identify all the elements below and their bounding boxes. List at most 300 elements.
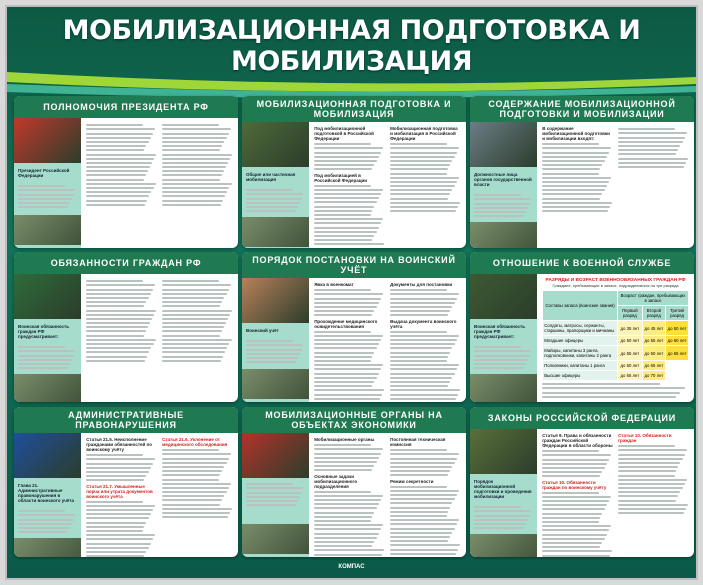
sidebar-heading: Глава 21. Административные правонарушения в области воинского учёта xyxy=(18,483,75,503)
text-line xyxy=(390,185,455,187)
panel-sidebar xyxy=(14,433,81,557)
panel-sidebar xyxy=(14,118,81,248)
text-line xyxy=(390,302,455,304)
text-line xyxy=(542,160,604,162)
panel-title: ПОРЯДОК ПОСТАНОВКИ НА ВОИНСКИЙ УЧЁТ xyxy=(242,252,466,278)
text-line xyxy=(86,513,151,515)
sidebar-text xyxy=(14,344,81,371)
text-line xyxy=(618,491,680,493)
text-line xyxy=(390,507,450,509)
text-line xyxy=(542,147,611,149)
text-line xyxy=(390,536,450,538)
text-line xyxy=(162,318,228,320)
text-line xyxy=(390,306,452,308)
column xyxy=(86,122,157,208)
text-line xyxy=(18,355,74,357)
table-cell-age: до 60 лет xyxy=(618,361,643,371)
text-line xyxy=(18,202,70,204)
text-line xyxy=(162,174,222,176)
text-line xyxy=(474,346,521,348)
table-cell-age: до 70 лет xyxy=(642,371,665,381)
section-heading: Прохождение медицинского освидетельствования xyxy=(314,318,378,329)
column xyxy=(162,122,233,208)
panel-content xyxy=(537,429,694,557)
text-line xyxy=(18,510,65,512)
table-cell-rank: Полковники, капитаны 1 ранга xyxy=(543,361,618,371)
text-line xyxy=(86,517,148,519)
text-line xyxy=(162,516,228,518)
text-line xyxy=(390,458,457,460)
text-line xyxy=(390,462,455,464)
text-line xyxy=(314,210,372,212)
text-line xyxy=(86,534,155,536)
text-line xyxy=(86,289,153,291)
text-line xyxy=(18,359,72,361)
panel-title: АДМИНИСТРАТИВНЫЕ ПРАВОНАРУШЕНИЯ xyxy=(14,407,238,433)
text-line xyxy=(542,392,680,394)
text-line xyxy=(314,516,372,518)
content-columns xyxy=(86,278,233,364)
text-line xyxy=(162,495,224,497)
text-line xyxy=(542,538,604,540)
poster-title: МОБИЛИЗАЦИОННАЯ ПОДГОТОВКА И МОБИЛИЗАЦИЯ xyxy=(62,15,641,77)
text-line xyxy=(314,352,374,354)
text-line xyxy=(390,381,450,383)
panel-6 xyxy=(470,252,694,402)
text-line xyxy=(162,183,231,185)
text-line xyxy=(474,211,526,213)
text-line xyxy=(162,314,230,316)
text-line xyxy=(618,508,686,510)
text-line xyxy=(246,353,300,355)
text-line xyxy=(314,499,381,501)
text-line xyxy=(86,305,144,307)
text-line xyxy=(162,195,225,197)
text-line xyxy=(390,298,457,300)
text-line xyxy=(542,525,611,527)
text-line xyxy=(162,449,219,451)
panel-sidebar xyxy=(470,274,537,402)
text-line xyxy=(390,453,459,455)
text-line xyxy=(18,523,72,525)
text-line xyxy=(542,193,602,195)
content-columns xyxy=(314,437,461,557)
text-line xyxy=(162,462,227,464)
section-heading: Документы для постановки xyxy=(390,282,453,287)
photo-image xyxy=(14,215,81,245)
panel-title: МОБИЛИЗАЦИОННАЯ ПОДГОТОВКА И МОБИЛИЗАЦИЯ xyxy=(242,96,466,122)
column xyxy=(542,126,613,214)
text-line xyxy=(86,170,148,172)
text-line xyxy=(86,158,154,160)
text-line xyxy=(314,156,379,158)
text-line xyxy=(162,305,220,307)
text-line xyxy=(162,339,231,341)
text-line xyxy=(390,368,457,370)
section-heading: В содержание мобилизационной подготовки и мобилизации входят: xyxy=(542,126,610,141)
text-line xyxy=(390,523,457,525)
panel-body xyxy=(14,433,238,557)
text-line xyxy=(162,508,232,510)
table-cell-age: до 55 лет xyxy=(618,346,643,361)
text-line xyxy=(86,137,151,139)
text-line xyxy=(86,149,144,151)
text-line xyxy=(314,457,379,459)
text-line xyxy=(314,373,379,375)
text-line xyxy=(618,158,688,160)
text-line xyxy=(314,394,382,396)
text-line xyxy=(542,467,604,469)
photo-image xyxy=(470,222,537,248)
text-line xyxy=(390,152,457,154)
text-line xyxy=(314,453,381,455)
column xyxy=(390,126,461,248)
text-line xyxy=(314,356,372,358)
text-line xyxy=(314,347,376,349)
panel-content xyxy=(309,122,466,248)
table-cell-rank: Младшие офицеры xyxy=(543,336,618,346)
photo-image xyxy=(14,538,81,557)
text-line xyxy=(618,162,686,164)
sidebar-text xyxy=(14,183,81,210)
text-line xyxy=(86,145,146,147)
text-line xyxy=(86,200,147,202)
text-line xyxy=(390,466,452,468)
sidebar-text xyxy=(470,192,537,219)
text-line xyxy=(542,463,607,465)
text-line xyxy=(314,197,379,199)
text-line xyxy=(314,368,381,370)
sidebar-heading: Порядок мобилизационной подготовки и проведения мобилизации xyxy=(474,479,532,499)
photo-image xyxy=(242,217,309,247)
content-columns xyxy=(86,122,233,208)
column-header-grade: Третий разряд xyxy=(666,306,689,321)
brand-logo: КОМПАС xyxy=(338,564,365,570)
column xyxy=(618,126,689,214)
text-line xyxy=(618,458,683,460)
text-line xyxy=(474,359,528,361)
text-line xyxy=(390,364,459,366)
text-line xyxy=(86,471,148,473)
text-line xyxy=(390,394,458,396)
text-line xyxy=(86,183,155,185)
panel-title: ОБЯЗАННОСТИ ГРАЖДАН РФ xyxy=(14,252,238,274)
text-line xyxy=(618,445,675,447)
section-heading: Статья 10. Обязанности граждан по воинскому учёту xyxy=(542,479,607,490)
text-line xyxy=(542,492,599,494)
text-line xyxy=(314,293,383,295)
text-line xyxy=(542,454,611,456)
photo-image xyxy=(14,274,81,319)
text-line xyxy=(86,509,153,511)
text-line xyxy=(18,350,75,352)
table-row xyxy=(543,346,689,361)
text-line xyxy=(162,170,224,172)
text-line xyxy=(246,504,296,506)
text-line xyxy=(390,494,457,496)
text-line xyxy=(390,449,447,451)
text-line xyxy=(246,198,302,200)
text-line xyxy=(542,181,609,183)
text-line xyxy=(18,198,72,200)
text-line xyxy=(162,487,229,489)
panel-sidebar xyxy=(242,122,309,248)
text-line xyxy=(162,512,230,514)
table-cell-age: до 50 лет xyxy=(618,336,643,346)
text-line xyxy=(314,206,374,208)
text-line xyxy=(162,191,227,193)
reserve-age-table xyxy=(542,290,689,381)
text-line xyxy=(618,145,680,147)
table-header-row xyxy=(543,291,689,306)
text-line xyxy=(390,398,456,400)
text-line xyxy=(618,483,685,485)
text-line xyxy=(162,466,224,468)
text-line xyxy=(542,210,608,212)
text-line xyxy=(246,344,303,346)
text-line xyxy=(390,177,459,179)
text-line xyxy=(618,132,687,134)
panel-body xyxy=(470,122,694,248)
content-columns xyxy=(314,282,461,402)
text-line xyxy=(314,545,372,547)
text-line xyxy=(314,235,374,237)
sidebar-text xyxy=(242,481,309,508)
text-line xyxy=(86,310,156,312)
text-line xyxy=(86,526,144,528)
sidebar-heading: Общие или частичная мобилизация xyxy=(246,172,296,182)
text-line xyxy=(162,137,227,139)
sidebar-heading: Воинская обязанность граждан РФ предусматривает: xyxy=(474,324,525,339)
text-line xyxy=(162,280,219,282)
text-line xyxy=(314,549,384,551)
text-line xyxy=(542,202,612,204)
text-line xyxy=(474,367,524,369)
section-heading: Под мобилизацией в Российской Федерации xyxy=(314,172,368,183)
text-line xyxy=(86,301,146,303)
text-line xyxy=(390,202,460,204)
text-line xyxy=(314,491,371,493)
sidebar-text xyxy=(14,508,81,535)
text-line xyxy=(390,289,447,291)
sidebar-heading: Воинская обязанность граждан РФ предусматривает: xyxy=(18,324,69,339)
text-line xyxy=(18,206,68,208)
text-line xyxy=(18,514,75,516)
text-line xyxy=(618,487,683,489)
text-line xyxy=(314,339,381,341)
text-line xyxy=(390,511,448,513)
text-line xyxy=(18,519,74,521)
text-line xyxy=(390,293,459,295)
text-line xyxy=(390,168,448,170)
text-line xyxy=(162,499,222,501)
text-line xyxy=(542,189,604,191)
panel-7 xyxy=(14,407,238,557)
text-line xyxy=(314,289,371,291)
table-cell-age: до 60 лет xyxy=(642,346,665,361)
text-line xyxy=(390,502,452,504)
column xyxy=(314,282,385,402)
text-line xyxy=(542,173,599,175)
text-line xyxy=(86,195,149,197)
text-line xyxy=(86,463,153,465)
text-line xyxy=(542,546,600,548)
text-line xyxy=(246,206,298,208)
text-line xyxy=(390,310,450,312)
panel-title: МОБИЛИЗАЦИОННЫЕ ОРГАНЫ НА ОБЪЕКТАХ ЭКОНОМИКИ xyxy=(242,407,466,433)
text-line xyxy=(86,347,151,349)
table-subtitle: Граждане, пребывающие в запасе, подразделяются на три разряда xyxy=(552,283,679,288)
text-line xyxy=(246,357,298,359)
text-line xyxy=(618,479,687,481)
text-line xyxy=(618,470,676,472)
table-row xyxy=(543,371,689,381)
text-line xyxy=(474,203,530,205)
text-line xyxy=(246,483,293,485)
text-line xyxy=(618,454,685,456)
text-line xyxy=(314,444,371,446)
text-line xyxy=(86,351,149,353)
text-line xyxy=(542,206,610,208)
panel-4 xyxy=(14,252,238,402)
text-line xyxy=(162,470,222,472)
text-line xyxy=(18,194,74,196)
text-line xyxy=(86,479,144,481)
panel-title: ЗАКОНЫ РОССИЙСКОЙ ФЕДЕРАЦИИ xyxy=(470,407,694,429)
table-cell-age xyxy=(666,371,689,381)
text-line xyxy=(618,500,676,502)
section-heading: Явка в военкомат xyxy=(314,282,354,287)
text-line xyxy=(618,137,685,139)
text-line xyxy=(474,527,524,529)
text-line xyxy=(86,360,145,362)
text-line xyxy=(542,459,609,461)
text-line xyxy=(314,239,372,241)
content-columns xyxy=(314,126,461,248)
text-line xyxy=(86,314,154,316)
text-line xyxy=(314,218,383,220)
table-cell-age: до 45 лет xyxy=(642,321,665,336)
photo-image xyxy=(470,374,537,402)
text-line xyxy=(86,475,146,477)
text-line xyxy=(314,331,371,333)
text-line xyxy=(314,214,371,216)
panel-body xyxy=(470,274,694,402)
section-heading: Статья 9. Права и обязанности граждан Российской Федерации в области обороны xyxy=(542,433,613,448)
column-header-age: Возраст граждан, пребывающих в запасе xyxy=(618,291,689,306)
table-cell-rank: Высшие офицеры xyxy=(543,371,618,381)
text-line xyxy=(542,143,599,145)
column-header-rank: Составы запаса (воинские звания) xyxy=(543,291,618,321)
panel-8 xyxy=(242,407,466,557)
photo-image xyxy=(242,369,309,399)
text-line xyxy=(314,364,383,366)
text-line xyxy=(314,310,374,312)
text-line xyxy=(86,133,153,135)
panel-body xyxy=(14,274,238,402)
text-line xyxy=(314,381,374,383)
column xyxy=(162,278,233,364)
panel-content xyxy=(81,118,238,248)
panel-content xyxy=(537,274,694,402)
text-line xyxy=(314,314,372,316)
text-line xyxy=(542,504,607,506)
text-line xyxy=(314,231,376,233)
panel-content xyxy=(309,278,466,402)
panel-sidebar xyxy=(470,122,537,248)
text-line xyxy=(86,284,155,286)
text-line xyxy=(390,373,455,375)
text-line xyxy=(542,185,607,187)
sidebar-heading: Должностные лица органов государственной власти xyxy=(474,172,532,187)
text-line xyxy=(246,202,300,204)
text-line xyxy=(86,204,145,206)
panel-body xyxy=(14,118,238,248)
text-line xyxy=(162,162,228,164)
text-line xyxy=(86,162,152,164)
panel-1 xyxy=(14,96,238,248)
column xyxy=(390,282,461,402)
column xyxy=(618,433,689,557)
section-heading: Мобилизационная подготовка и мобилизация в Российской Федерации xyxy=(390,126,458,141)
text-line xyxy=(542,542,602,544)
text-line xyxy=(542,517,600,519)
text-line xyxy=(86,343,153,345)
text-line xyxy=(542,513,602,515)
column xyxy=(542,433,613,557)
text-line xyxy=(314,243,384,245)
text-line xyxy=(162,483,231,485)
text-line xyxy=(162,326,224,328)
text-line xyxy=(86,326,148,328)
panel-3 xyxy=(470,96,694,248)
text-line xyxy=(390,515,447,517)
text-line xyxy=(390,206,458,208)
panel-title: ПОЛНОМОЧИЯ ПРЕЗИДЕНТА РФ xyxy=(14,96,238,118)
photo-image xyxy=(470,429,537,474)
text-line xyxy=(542,383,659,385)
text-line xyxy=(390,470,450,472)
text-line xyxy=(314,537,376,539)
text-line xyxy=(86,454,143,456)
text-line xyxy=(86,174,146,176)
panel-content xyxy=(537,122,694,248)
text-line xyxy=(314,189,383,191)
text-line xyxy=(618,495,678,497)
text-line xyxy=(390,540,448,542)
text-line xyxy=(390,360,447,362)
text-line xyxy=(390,147,459,149)
text-line xyxy=(162,145,222,147)
panel-content xyxy=(309,433,466,557)
text-line xyxy=(474,363,526,365)
text-line xyxy=(314,152,381,154)
text-line xyxy=(314,143,371,145)
text-line xyxy=(86,166,150,168)
photo-image xyxy=(242,122,309,167)
text-line xyxy=(246,496,300,498)
text-line xyxy=(474,506,521,508)
text-line xyxy=(542,521,599,523)
text-line xyxy=(86,141,148,143)
text-line xyxy=(162,301,222,303)
table-cell-rank: Солдаты, матросы, сержанты, старшины, прапорщики и мичманы xyxy=(543,321,618,336)
text-line xyxy=(618,149,678,151)
text-line xyxy=(86,293,151,295)
text-line xyxy=(162,343,229,345)
text-line xyxy=(618,128,675,130)
column xyxy=(314,126,385,248)
